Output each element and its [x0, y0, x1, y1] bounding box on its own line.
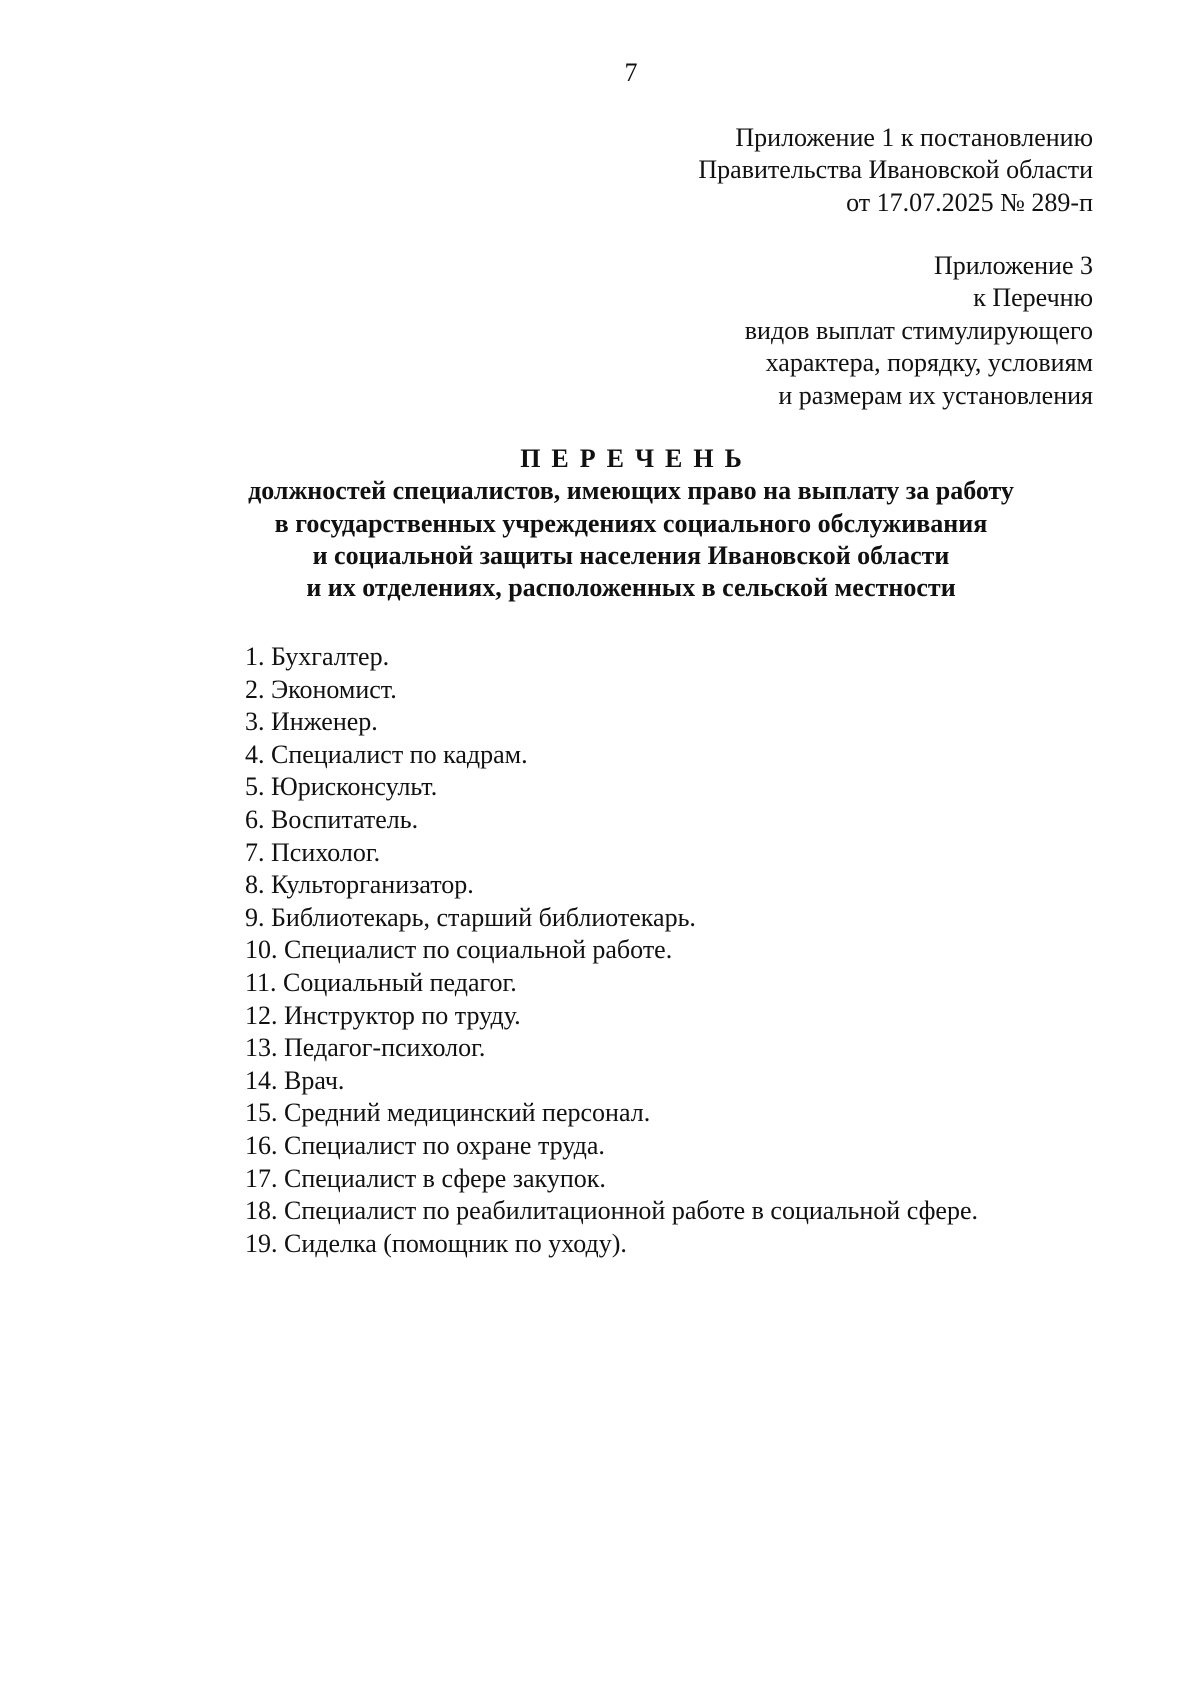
list-item: 13. Педагог-психолог.	[245, 1033, 486, 1063]
title-line: и их отделениях, расположенных в сельской местности	[306, 573, 956, 603]
list-item: 18. Специалист по реабилитационной работе в социальной сфере.	[245, 1196, 979, 1226]
list-item: 8. Культорганизатор.	[245, 870, 474, 900]
list-item: 12. Инструктор по труду.	[245, 1000, 521, 1030]
list-item: 1. Бухгалтер.	[245, 642, 390, 671]
list-item: 11. Социальный педагог.	[245, 967, 517, 997]
appendix-3-line: характера, порядку, условиям	[765, 348, 1093, 378]
appendix-1-line: Правительства Ивановской области	[698, 155, 1093, 185]
title-line: и социальной защиты населения Ивановской области	[312, 540, 950, 570]
appendix-3-line: видов выплат стимулирующего	[744, 315, 1093, 345]
list-item: 16. Специалист по охране труда.	[245, 1130, 605, 1160]
list-item: 6. Воспитатель.	[245, 804, 419, 834]
title-line: в государственных учреждениях социального обслуживания	[274, 508, 988, 538]
list-item: 9. Библиотекарь, старший библиотекарь.	[245, 902, 696, 932]
appendix-1-line: Приложение 1 к постановлению	[735, 123, 1093, 152]
appendix-3-line: и размерам их установления	[778, 380, 1093, 410]
title-heading: ПЕРЕЧЕНЬ	[520, 444, 753, 473]
list-item: 19. Сиделка (помощник по уходу).	[245, 1228, 627, 1258]
list-item: 15. Средний медицинский персонал.	[245, 1098, 651, 1128]
list-item: 4. Специалист по кадрам.	[245, 739, 528, 769]
list-item: 5. Юрисконсульт.	[245, 772, 438, 802]
list-item: 2. Экономист.	[245, 674, 397, 704]
appendix-1-line: от 17.07.2025 № 289-п	[846, 187, 1093, 217]
appendix-3-line: Приложение 3	[933, 251, 1093, 280]
page-number: 7	[624, 58, 638, 87]
list-item: 10. Специалист по социальной работе.	[245, 935, 673, 965]
appendix-1-header	[698, 122, 1093, 219]
positions-list	[245, 641, 978, 1260]
title-line: должностей специалистов, имеющих право на выплату за работу	[248, 476, 1014, 506]
appendix-3-header	[745, 250, 1093, 412]
list-item: 3. Инженер.	[245, 707, 378, 737]
list-item: 7. Психолог.	[245, 837, 381, 867]
list-item: 14. Врач.	[245, 1065, 345, 1095]
appendix-3-line: к Перечню	[973, 283, 1093, 313]
list-item: 17. Специалист в сфере закупок.	[245, 1163, 606, 1193]
document-title	[0, 443, 1200, 604]
